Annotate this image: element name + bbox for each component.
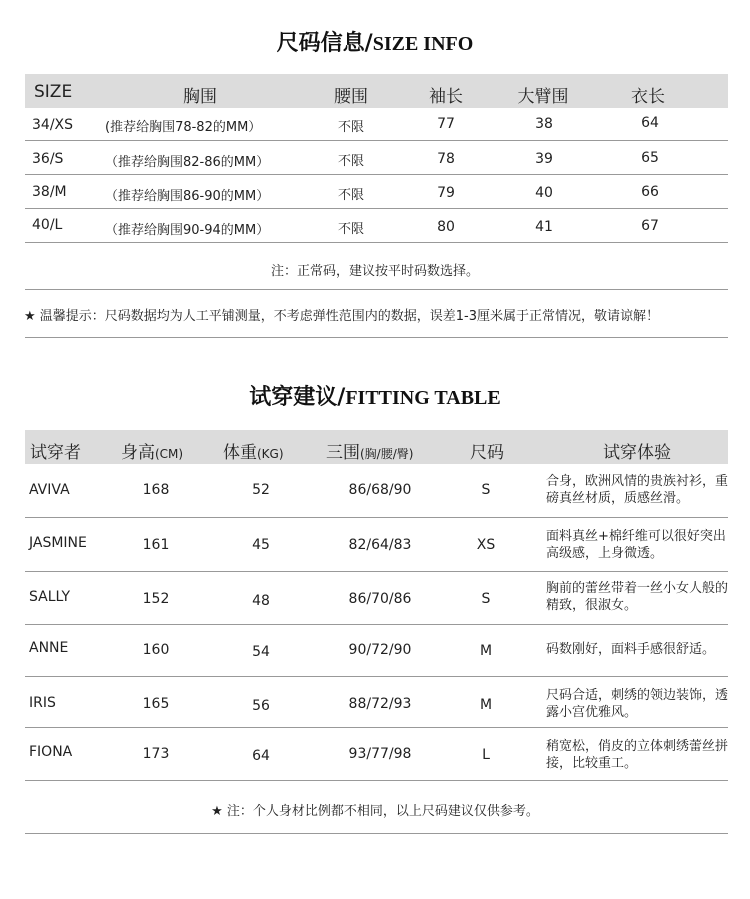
length-cell: 66 (641, 184, 659, 200)
size-header-chest: 胸围 (183, 87, 217, 107)
size-header-size: SIZE (34, 82, 73, 102)
chest-cell: (推荐给胸围78-82的MM） (105, 120, 262, 135)
tester-height: 168 (142, 482, 170, 498)
tester-name: IRIS (29, 695, 56, 711)
divider (25, 727, 728, 728)
divider (25, 571, 728, 572)
fitting-header-measure-unit: (胸/腰/臀) (360, 447, 414, 461)
tester-name: JASMINE (29, 535, 87, 551)
tester-measurements: 82/64/83 (348, 537, 412, 553)
length-cell: 65 (641, 150, 659, 166)
tester-weight: 56 (252, 698, 270, 714)
tester-experience: 胸前的蕾丝带着一丝小女人般的精致，很淑女。 (546, 581, 729, 613)
arm-cell: 41 (535, 219, 553, 235)
divider (25, 337, 728, 338)
arm-cell: 39 (535, 151, 553, 167)
size-cell: 38/M (32, 184, 67, 200)
length-cell: 64 (641, 115, 659, 131)
divider (25, 140, 728, 141)
size-info-title-cn: 尺码信息/ (276, 31, 373, 56)
divider (25, 676, 728, 677)
tester-experience: 合身，欧洲风情的贵族衬衫，重磅真丝材质，质感丝滑。 (546, 474, 729, 506)
tester-measurements: 90/72/90 (348, 642, 412, 658)
divider (25, 289, 728, 290)
fitting-header-height-unit: (CM) (155, 447, 184, 461)
size-cell: 34/XS (32, 117, 74, 133)
fitting-header-name: 试穿者 (30, 443, 81, 463)
size-header-length: 衣长 (631, 87, 665, 107)
tester-measurements: 86/68/90 (348, 482, 412, 498)
fitting-header-weight-unit: (KG) (257, 447, 284, 461)
fitting-header-size: 尺码 (470, 443, 504, 463)
chest-cell: （推荐给胸围90-94的MM） (105, 223, 270, 238)
fitting-header-measure (326, 438, 413, 463)
chest-cell: （推荐给胸围82-86的MM） (105, 155, 270, 170)
fitting-header-height-label: 身高 (121, 443, 155, 463)
arm-cell: 40 (535, 185, 553, 201)
size-note: 注：正常码，建议按平时码数选择。 (270, 264, 479, 279)
waist-cell: 不限 (337, 154, 365, 169)
tester-experience: 码数刚好，面料手感很舒适。 (546, 642, 716, 657)
tester-weight: 48 (252, 593, 270, 609)
tester-name: ANNE (29, 640, 69, 656)
tester-measurements: 88/72/93 (348, 696, 412, 712)
size-header-waist: 腰围 (334, 87, 368, 107)
arm-cell: 38 (535, 116, 553, 132)
size-cell: 40/L (32, 217, 63, 233)
divider (25, 624, 728, 625)
divider (25, 174, 728, 175)
size-cell: 36/S (32, 151, 64, 167)
tester-size: M (479, 697, 493, 713)
waist-cell: 不限 (337, 120, 365, 135)
tester-height: 161 (142, 537, 170, 553)
tester-experience: 面料真丝+棉纤维可以很好突出高级感，上身微透。 (546, 529, 726, 561)
fitting-header-experience: 试穿体验 (603, 443, 671, 463)
tester-weight: 64 (252, 748, 270, 764)
divider (25, 208, 728, 209)
tester-height: 173 (142, 746, 170, 762)
tester-size: S (481, 591, 491, 607)
divider (25, 517, 728, 518)
tester-size: M (479, 643, 493, 659)
tester-size: L (482, 747, 490, 763)
sleeve-cell: 80 (437, 219, 455, 235)
tester-measurements: 86/70/86 (348, 591, 412, 607)
length-cell: 67 (641, 218, 659, 234)
divider (25, 242, 728, 243)
fitting-title-en: FITTING TABLE (345, 387, 501, 409)
size-info-title (0, 26, 750, 57)
size-header-sleeve: 袖长 (429, 87, 463, 107)
fitting-table-title (0, 380, 750, 411)
size-header-arm: 大臂围 (517, 87, 569, 107)
tester-experience: 稍宽松，俏皮的立体刺绣蕾丝拼接，比较重工。 (546, 739, 729, 771)
fitting-header-weight (223, 438, 284, 463)
size-table-header-bg (25, 74, 728, 108)
tester-weight: 45 (252, 537, 270, 553)
tester-height: 160 (142, 642, 170, 658)
sleeve-cell: 77 (437, 116, 455, 132)
tester-experience: 尺码合适，刺绣的领边装饰，透露小宫优雅风。 (546, 688, 729, 720)
size-info-title-en: SIZE INFO (372, 33, 474, 55)
waist-cell: 不限 (337, 222, 365, 237)
fitting-note: ★ 注：个人身材比例都不相同，以上尺码建议仅供参考。 (211, 804, 539, 819)
waist-cell: 不限 (337, 188, 365, 203)
tester-name: SALLY (29, 589, 71, 605)
tester-size: S (481, 482, 491, 498)
fitting-header-height (121, 438, 183, 463)
sleeve-cell: 79 (437, 185, 455, 201)
tester-weight: 54 (252, 644, 270, 660)
tester-weight: 52 (252, 482, 270, 498)
size-tip: ★ 温馨提示：尺码数据均为人工平铺测量，不考虑弹性范围内的数据，误差1-3厘米属于正常情况，敬请谅解！ (24, 309, 660, 324)
sleeve-cell: 78 (437, 151, 455, 167)
tester-measurements: 93/77/98 (348, 746, 412, 762)
divider (25, 833, 728, 834)
fitting-header-weight-label: 体重 (223, 443, 257, 463)
fitting-title-cn: 试穿建议/ (249, 385, 346, 410)
divider (25, 780, 728, 781)
fitting-header-measure-label: 三围 (326, 443, 360, 463)
tester-size: XS (476, 537, 496, 553)
chest-cell: （推荐给胸围86-90的MM） (105, 189, 270, 204)
tester-name: FIONA (29, 744, 73, 760)
tester-name: AVIVA (29, 482, 70, 498)
tester-height: 165 (142, 696, 170, 712)
tester-height: 152 (142, 591, 170, 607)
